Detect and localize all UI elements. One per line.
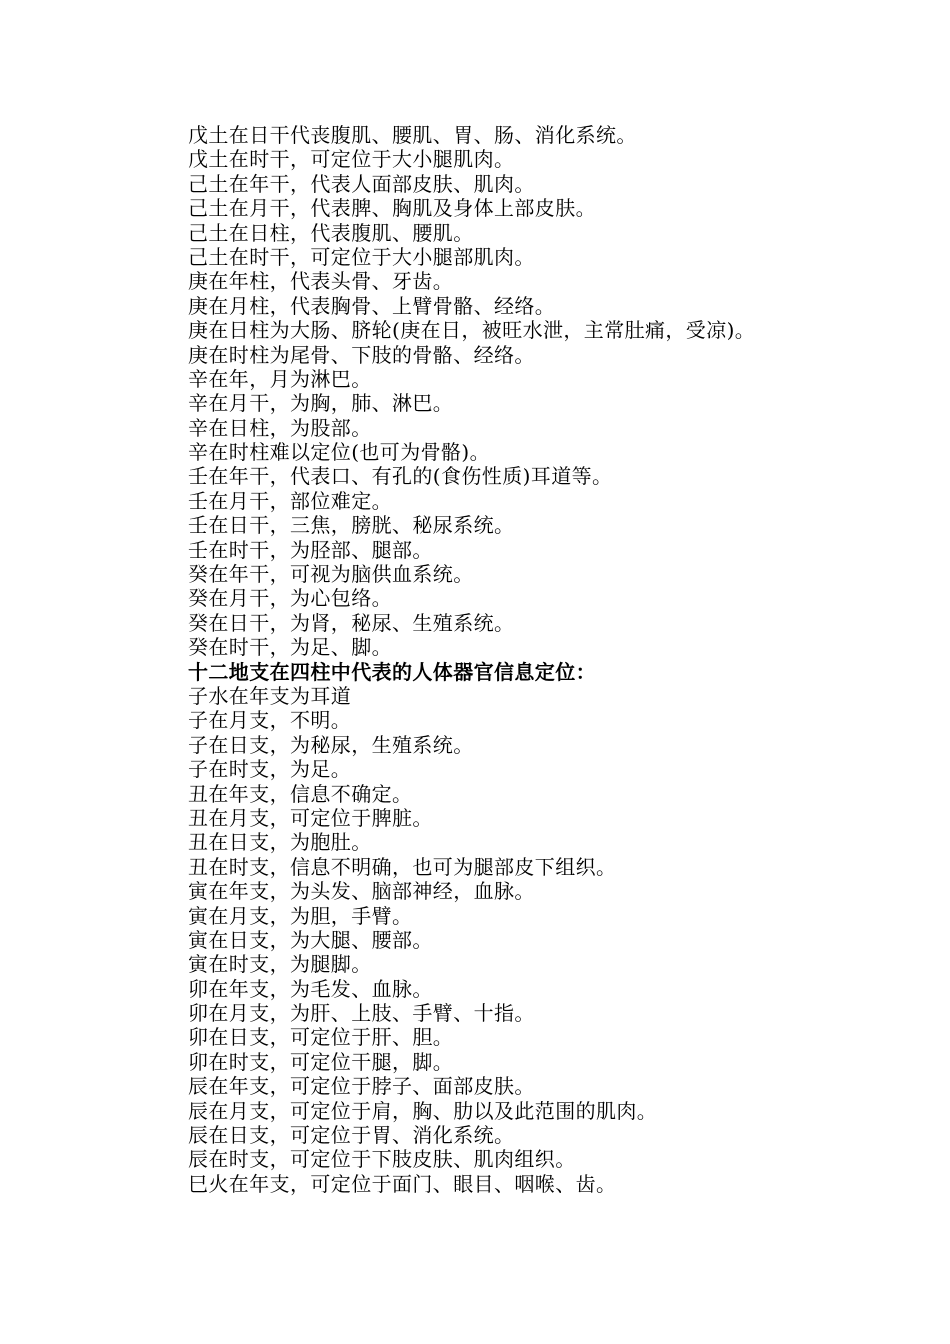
earthly-branches-section [188, 684, 888, 1196]
text-line: 子在时支，为足。 [188, 757, 352, 782]
text-line: 辛在年，月为淋巴。 [188, 366, 372, 391]
text-line: 己土在年干，代表人面部皮肤、肌肉。 [188, 171, 535, 196]
text-line: 癸在日干，为肾，秘尿、生殖系统。 [188, 610, 515, 635]
text-line: 癸在月干，为心包络。 [188, 586, 392, 611]
text-line: 壬在月干，部位难定。 [188, 488, 392, 513]
text-line: 卯在年支，为毛发、血脉。 [188, 976, 433, 1001]
text-line: 壬在年干，代表口、有孔的(食伤性质)耳道等。 [188, 464, 613, 489]
text-line: 子水在年支为耳道 [188, 683, 352, 708]
text-line: 子在月支，不明。 [188, 708, 352, 733]
text-line: 卯在时支，可定位干腿，脚。 [188, 1049, 454, 1074]
text-line: 寅在年支，为头发、脑部神经，血脉。 [188, 879, 535, 904]
text-line: 己土在日柱，代表腹肌、腰肌。 [188, 220, 474, 245]
text-line: 壬在时干，为胫部、腿部。 [188, 537, 433, 562]
text-line: 丑在时支，信息不明确，也可为腿部皮下组织。 [188, 854, 617, 879]
text-line: 辰在月支，可定位于肩，胸、肋以及此范围的肌肉。 [188, 1098, 658, 1123]
text-line: 丑在日支，为胞肚。 [188, 830, 372, 855]
heavenly-stems-section [188, 123, 888, 660]
text-line: 癸在年干，可视为脑供血系统。 [188, 562, 474, 587]
text-line: 己土在时干，可定位于大小腿部肌肉。 [188, 244, 535, 269]
text-line: 己土在月干，代表脾、胸肌及身体上部皮肤。 [188, 196, 596, 221]
text-line: 戊土在日干代丧腹肌、腰肌、胃、肠、消化系统。 [188, 123, 637, 147]
text-line: 丑在月支，可定位于脾脏。 [188, 805, 433, 830]
text-line: 庚在日柱为大肠、脐轮(庚在日，被旺水泄，主常肚痛，受凉)。 [188, 318, 756, 343]
text-line: 卯在月支，为肝、上肢、手臂、十指。 [188, 1001, 535, 1026]
text-line: 辛在时柱难以定位(也可为骨骼)。 [188, 440, 491, 465]
text-line: 庚在年柱，代表头骨、牙齿。 [188, 269, 454, 294]
text-line: 癸在时干，为足、脚。 [188, 635, 392, 660]
text-line: 庚在月柱，代表胸骨、上臂骨骼、经络。 [188, 293, 556, 318]
text-line: 辰在日支，可定位于胃、消化系统。 [188, 1123, 515, 1148]
section-heading: 十二地支在四柱中代表的人体器官信息定位： [188, 659, 596, 684]
text-line: 子在日支，为秘尿，生殖系统。 [188, 732, 474, 757]
text-line: 辰在年支，可定位于脖子、面部皮肤。 [188, 1074, 535, 1099]
text-line: 辰在时支，可定位于下肢皮肤、肌肉组织。 [188, 1147, 576, 1172]
text-line: 巳火在年支，可定位于面门、眼目、咽喉、齿。 [188, 1171, 617, 1196]
text-line: 寅在时支，为腿脚。 [188, 952, 372, 977]
text-line: 寅在日支，为大腿、腰部。 [188, 927, 433, 952]
text-line: 庚在时柱为尾骨、下肢的骨骼、经络。 [188, 342, 535, 367]
text-line: 辛在日柱，为股部。 [188, 415, 372, 440]
text-line: 丑在年支，信息不确定。 [188, 781, 413, 806]
text-line: 戊土在时干，可定位于大小腿肌肉。 [188, 147, 515, 172]
text-line: 卯在日支，可定位于肝、胆。 [188, 1025, 454, 1050]
text-line: 寅在月支，为胆，手臂。 [188, 903, 413, 928]
text-line: 壬在日干，三焦，膀胱、秘尿系统。 [188, 513, 515, 538]
text-line: 辛在月干，为胸，肺、淋巴。 [188, 391, 454, 416]
document-body [188, 123, 888, 1196]
